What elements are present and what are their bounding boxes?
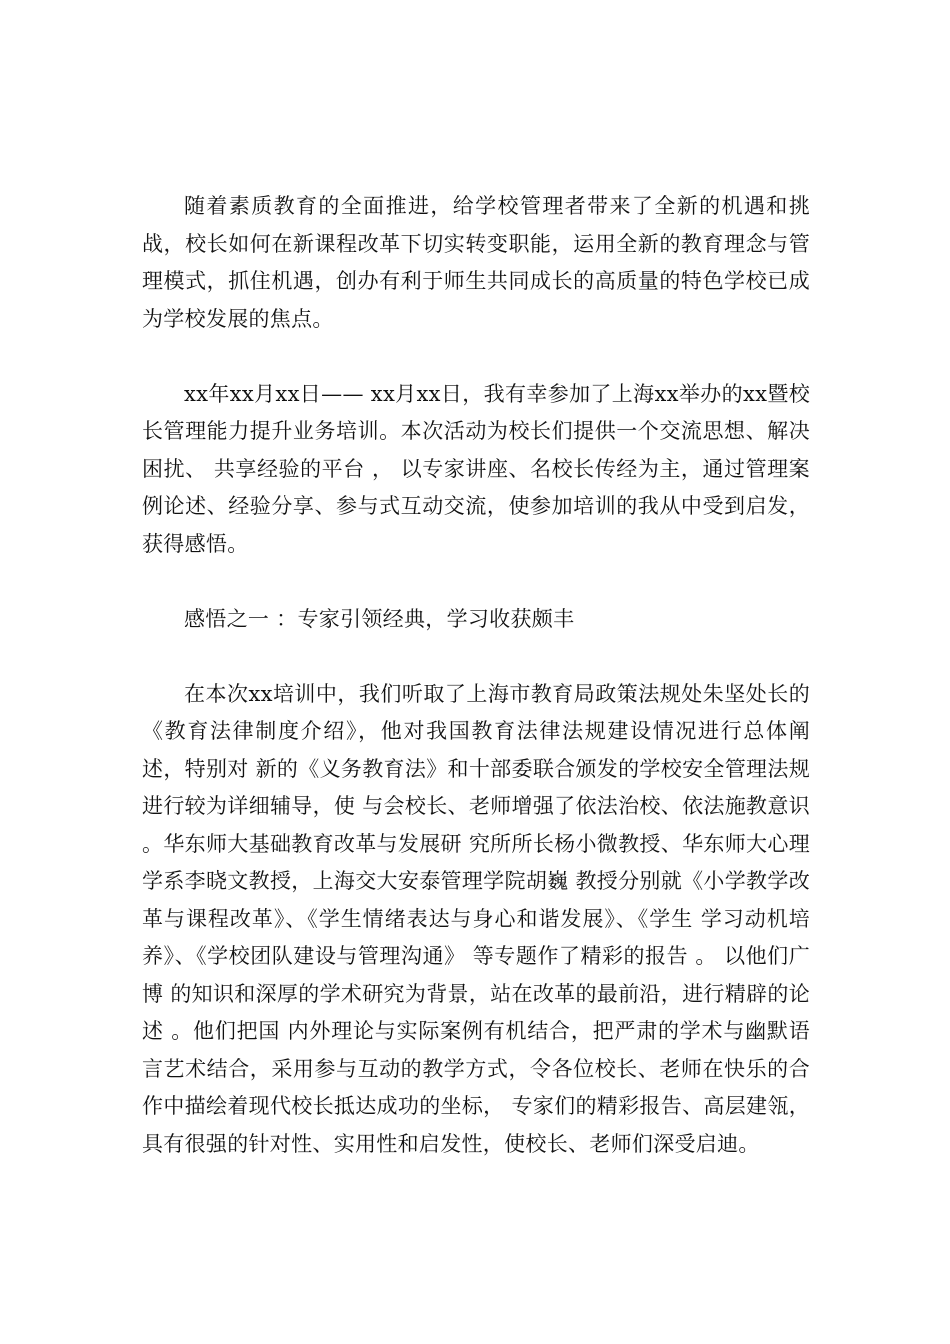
paragraph-spacer <box>142 338 810 376</box>
paragraph-spacer <box>142 563 810 601</box>
section-heading: 感悟之一 ：专家引领经典，学习收获颇丰 <box>184 606 575 631</box>
paragraph-training: xx年xx月xx日—— xx月xx日，我有幸参加了上海xx举办的xx暨校长管理能力提升业务培训。本次活动为校长们提供一个交流思想、解决困扰、 共享经验的平台 ， 以专家讲座、名校长传经为主，通过管理案例论述、经验分享、参与式互动交流，使参加培训的我从中受到启发，获得感悟。 <box>142 381 810 556</box>
document-body <box>142 188 810 1163</box>
paragraph-intro: 随着素质教育的全面推进，给学校管理者带来了全新的机遇和挑战，校长如何在新课程改革下切实转变职能，运用全新的教育理念与管理模式，抓住机遇，创办有利于师生共同成长的高质量的特色学校已成为学校发展的焦点。 <box>142 194 810 331</box>
paragraph-spacer <box>142 638 810 676</box>
paragraph-experts: 在本次xx培训中，我们听取了上海市教育局政策法规处朱坚处长的《教育法律制度介绍》，他对我国教育法律法规建设情况进行总体阐述，特别对 新的《义务教育法》和十部委联合颁发的学校安全管理法规进行较为详细辅导，使 与会校长、老师增强了依法治校、依法施教意识 。华东师大基础教育改革与发展研 究所所长杨小微教授、华东师大心理学系李晓文教授，上海交大安泰管理学院胡巍 教授分别就《小学教学改革与课程改革》、《学生情绪表达与身心和谐发展》、《学生 学习动机培养》、《学校团队建设与管理沟通》 等专题作了精彩的报告 。 以他们广博 的知识和深厚的学术研究为背景，站在改革的最前沿，进行精辟的论述 。他们把国 内外理论与实际案例有机结合，把严肃的学术与幽默语言艺术结合，采用参与互动的教学方式，令各位校长、老师在快乐的合作中描绘着现代校长抵达成功的坐标， 专家们的精彩报告、高层建瓴，具有很强的针对性、实用性和启发性，使校长、老师们深受启迪。 <box>142 681 810 1156</box>
